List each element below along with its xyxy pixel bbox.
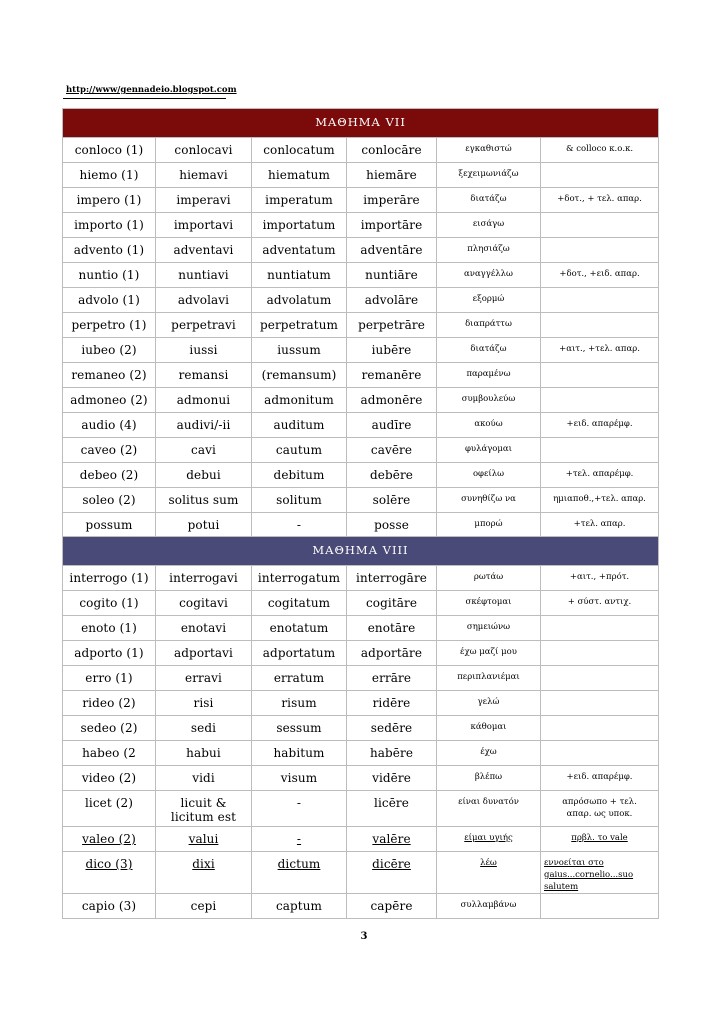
verb-present: perpetro (1)	[63, 313, 156, 338]
table-row	[63, 338, 659, 363]
verb-perfect: solitus sum	[156, 488, 252, 513]
table-row	[63, 138, 659, 163]
verb-infinitive: enotāre	[347, 616, 437, 641]
verb-present: habeo (2	[63, 741, 156, 766]
verb-perfect: conlocavi	[156, 138, 252, 163]
verb-perfect: importavi	[156, 213, 252, 238]
table-row	[63, 213, 659, 238]
verb-infinitive: cavēre	[347, 438, 437, 463]
verb-supine: -	[252, 513, 347, 538]
greek-meaning: έχω μαζί μου	[437, 641, 541, 666]
verb-supine: importatum	[252, 213, 347, 238]
verb-supine: solitum	[252, 488, 347, 513]
verb-perfect: enotavi	[156, 616, 252, 641]
table-row	[63, 691, 659, 716]
table-row	[63, 163, 659, 188]
verb-present: cogito (1)	[63, 591, 156, 616]
verb-supine: imperatum	[252, 188, 347, 213]
greek-meaning: γελώ	[437, 691, 541, 716]
verb-supine: habitum	[252, 741, 347, 766]
verb-present: interrogo (1)	[63, 566, 156, 591]
verb-infinitive: errāre	[347, 666, 437, 691]
verb-perfect: risi	[156, 691, 252, 716]
grammar-note	[541, 363, 659, 388]
verb-perfect: nuntiavi	[156, 263, 252, 288]
greek-meaning: παραμένω	[437, 363, 541, 388]
grammar-note	[541, 288, 659, 313]
greek-meaning: εγκαθιστώ	[437, 138, 541, 163]
grammar-note	[541, 438, 659, 463]
verb-supine: risum	[252, 691, 347, 716]
verb-supine: captum	[252, 894, 347, 919]
verb-present: nuntio (1)	[63, 263, 156, 288]
verb-present: remaneo (2)	[63, 363, 156, 388]
verb-perfect: cogitavi	[156, 591, 252, 616]
greek-meaning: σημειώνω	[437, 616, 541, 641]
grammar-note	[541, 163, 659, 188]
grammar-note	[541, 666, 659, 691]
table-row	[63, 188, 659, 213]
verb-infinitive: sedēre	[347, 716, 437, 741]
verb-infinitive: importāre	[347, 213, 437, 238]
verb-present: soleo (2)	[63, 488, 156, 513]
greek-meaning: ακούω	[437, 413, 541, 438]
greek-meaning: έχω	[437, 741, 541, 766]
verb-supine: perpetratum	[252, 313, 347, 338]
verb-infinitive: solēre	[347, 488, 437, 513]
verb-perfect: habui	[156, 741, 252, 766]
table-row	[63, 438, 659, 463]
verb-supine: nuntiatum	[252, 263, 347, 288]
greek-meaning: πλησιάζω	[437, 238, 541, 263]
verb-infinitive: iubēre	[347, 338, 437, 363]
grammar-note: +αιτ., +τελ. απαρ.	[541, 338, 659, 363]
verb-supine: interrogatum	[252, 566, 347, 591]
greek-meaning: εισάγω	[437, 213, 541, 238]
verb-supine: sessum	[252, 716, 347, 741]
verb-present: erro (1)	[63, 666, 156, 691]
greek-meaning: μπορώ	[437, 513, 541, 538]
verb-infinitive: conlocāre	[347, 138, 437, 163]
grammar-note: +δοτ., + τελ. απαρ.	[541, 188, 659, 213]
verb-infinitive: adportāre	[347, 641, 437, 666]
table-row	[63, 766, 659, 791]
verb-present: capio (3)	[63, 894, 156, 919]
greek-meaning: συλλαμβάνω	[437, 894, 541, 919]
table-row	[63, 413, 659, 438]
table-row	[63, 238, 659, 263]
verb-supine: debitum	[252, 463, 347, 488]
verb-infinitive: imperāre	[347, 188, 437, 213]
greek-meaning: διατάζω	[437, 188, 541, 213]
header-rule	[63, 98, 226, 99]
verb-perfect: dixi	[156, 852, 252, 894]
table-row	[63, 641, 659, 666]
verb-perfect: interrogavi	[156, 566, 252, 591]
verb-present: video (2)	[63, 766, 156, 791]
verb-present: valeo (2)	[63, 827, 156, 852]
verb-supine: advolatum	[252, 288, 347, 313]
table-row	[63, 666, 659, 691]
grammar-note: +ειδ. απαρέμφ.	[541, 413, 659, 438]
verb-supine: -	[252, 791, 347, 827]
verb-present: caveo (2)	[63, 438, 156, 463]
grammar-note: +αιτ., +πρότ.	[541, 566, 659, 591]
grammar-note	[541, 616, 659, 641]
greek-meaning: συνηθίζω να	[437, 488, 541, 513]
lesson-8-table	[62, 536, 659, 919]
verb-infinitive: valēre	[347, 827, 437, 852]
verb-supine: (remansum)	[252, 363, 347, 388]
verb-present: advento (1)	[63, 238, 156, 263]
grammar-note: + σύστ. αντιχ.	[541, 591, 659, 616]
table-row	[63, 363, 659, 388]
table-row	[63, 288, 659, 313]
verb-perfect: iussi	[156, 338, 252, 363]
verb-supine: adportatum	[252, 641, 347, 666]
grammar-note	[541, 894, 659, 919]
verb-supine: cautum	[252, 438, 347, 463]
verb-perfect: licuit & licitum est	[156, 791, 252, 827]
table-row	[63, 566, 659, 591]
lesson-8-header	[63, 537, 659, 566]
verb-infinitive: posse	[347, 513, 437, 538]
verb-supine: adventatum	[252, 238, 347, 263]
verb-present: licet (2)	[63, 791, 156, 827]
verb-infinitive: dicēre	[347, 852, 437, 894]
verb-perfect: sedi	[156, 716, 252, 741]
verb-present: audio (4)	[63, 413, 156, 438]
verb-perfect: potui	[156, 513, 252, 538]
verb-present: advolo (1)	[63, 288, 156, 313]
verb-present: debeo (2)	[63, 463, 156, 488]
table-row	[63, 388, 659, 413]
verb-present: dico (3)	[63, 852, 156, 894]
verb-perfect: hiemavi	[156, 163, 252, 188]
grammar-note: +ειδ. απαρέμφ.	[541, 766, 659, 791]
table-row	[63, 591, 659, 616]
greek-meaning: ρωτάω	[437, 566, 541, 591]
verb-infinitive: vidēre	[347, 766, 437, 791]
table-row	[63, 827, 659, 852]
table-row	[63, 791, 659, 827]
verb-supine: erratum	[252, 666, 347, 691]
verb-infinitive: perpetrāre	[347, 313, 437, 338]
greek-meaning: συμβουλεύω	[437, 388, 541, 413]
verb-supine: -	[252, 827, 347, 852]
verb-perfect: debui	[156, 463, 252, 488]
greek-meaning: είμαι υγιής	[437, 827, 541, 852]
verb-infinitive: cogitāre	[347, 591, 437, 616]
verb-present: conloco (1)	[63, 138, 156, 163]
lesson-8-title: ΜΑΘΗΜΑ VIII	[63, 537, 659, 566]
table-row	[63, 852, 659, 894]
page-number: 3	[360, 931, 368, 942]
greek-meaning: εξορμώ	[437, 288, 541, 313]
verb-perfect: remansi	[156, 363, 252, 388]
verb-supine: dictum	[252, 852, 347, 894]
table-row	[63, 488, 659, 513]
verb-infinitive: adventāre	[347, 238, 437, 263]
verb-supine: enotatum	[252, 616, 347, 641]
grammar-note: +τελ. απαρέμφ.	[541, 463, 659, 488]
verb-infinitive: remanēre	[347, 363, 437, 388]
greek-meaning: περιπλανιέμαι	[437, 666, 541, 691]
greek-meaning: οφείλω	[437, 463, 541, 488]
greek-meaning: φυλάγομαι	[437, 438, 541, 463]
table-row	[63, 263, 659, 288]
table-row	[63, 313, 659, 338]
verb-perfect: cavi	[156, 438, 252, 463]
verb-perfect: imperavi	[156, 188, 252, 213]
verb-present: hiemo (1)	[63, 163, 156, 188]
grammar-note	[541, 741, 659, 766]
table-row	[63, 463, 659, 488]
greek-meaning: είναι δυνατόν	[437, 791, 541, 827]
verb-present: enoto (1)	[63, 616, 156, 641]
verb-supine: visum	[252, 766, 347, 791]
grammar-note: πρβλ. το vale	[541, 827, 659, 852]
verb-perfect: audivi/-ii	[156, 413, 252, 438]
verb-infinitive: ridēre	[347, 691, 437, 716]
verb-supine: conlocatum	[252, 138, 347, 163]
greek-meaning: κάθομαι	[437, 716, 541, 741]
grammar-note: εννοείται στο gaius...cornelio...suo salutem	[541, 852, 659, 894]
table-row	[63, 894, 659, 919]
verb-supine: auditum	[252, 413, 347, 438]
grammar-note: απρόσωπο + τελ. απαρ. ως υποκ.	[541, 791, 659, 827]
grammar-note	[541, 641, 659, 666]
grammar-note	[541, 238, 659, 263]
verb-infinitive: debēre	[347, 463, 437, 488]
verb-infinitive: interrogāre	[347, 566, 437, 591]
verb-perfect: valui	[156, 827, 252, 852]
grammar-note	[541, 716, 659, 741]
verb-supine: cogitatum	[252, 591, 347, 616]
greek-meaning: αναγγέλλω	[437, 263, 541, 288]
table-row	[63, 616, 659, 641]
greek-meaning: βλέπω	[437, 766, 541, 791]
grammar-note	[541, 691, 659, 716]
lesson-7-header	[63, 109, 659, 138]
grammar-note	[541, 213, 659, 238]
grammar-note: +δοτ., +ειδ. απαρ.	[541, 263, 659, 288]
verb-present: adporto (1)	[63, 641, 156, 666]
grammar-note	[541, 388, 659, 413]
table-row	[63, 741, 659, 766]
verb-perfect: vidi	[156, 766, 252, 791]
greek-meaning: λέω	[437, 852, 541, 894]
verb-infinitive: nuntiāre	[347, 263, 437, 288]
greek-meaning: σκέφτομαι	[437, 591, 541, 616]
greek-meaning: διατάζω	[437, 338, 541, 363]
verb-perfect: advolavi	[156, 288, 252, 313]
table-row	[63, 716, 659, 741]
lesson-7-title: ΜΑΘΗΜΑ VII	[63, 109, 659, 138]
verb-infinitive: capēre	[347, 894, 437, 919]
verb-present: iubeo (2)	[63, 338, 156, 363]
verb-present: importo (1)	[63, 213, 156, 238]
verb-supine: admonitum	[252, 388, 347, 413]
website-link[interactable]: http://www/gennadeio.blogspot.com	[66, 85, 237, 95]
grammar-note: & colloco κ.ο.κ.	[541, 138, 659, 163]
verb-present: rideo (2)	[63, 691, 156, 716]
verb-present: admoneo (2)	[63, 388, 156, 413]
verb-perfect: perpetravi	[156, 313, 252, 338]
verb-infinitive: admonēre	[347, 388, 437, 413]
greek-meaning: διαπράττω	[437, 313, 541, 338]
grammar-note: ημιαποθ.,+τελ. απαρ.	[541, 488, 659, 513]
lesson-7-table	[62, 108, 659, 538]
grammar-note: +τελ. απαρ.	[541, 513, 659, 538]
verb-supine: hiematum	[252, 163, 347, 188]
verb-present: possum	[63, 513, 156, 538]
greek-meaning: ξεχειμωνιάζω	[437, 163, 541, 188]
verb-perfect: adportavi	[156, 641, 252, 666]
verb-infinitive: audīre	[347, 413, 437, 438]
verb-perfect: admonui	[156, 388, 252, 413]
verb-infinitive: licēre	[347, 791, 437, 827]
verb-infinitive: habēre	[347, 741, 437, 766]
table-row	[63, 513, 659, 538]
grammar-note	[541, 313, 659, 338]
verb-infinitive: advolāre	[347, 288, 437, 313]
verb-perfect: adventavi	[156, 238, 252, 263]
verb-supine: iussum	[252, 338, 347, 363]
verb-present: impero (1)	[63, 188, 156, 213]
verb-present: sedeo (2)	[63, 716, 156, 741]
verb-infinitive: hiemāre	[347, 163, 437, 188]
verb-perfect: erravi	[156, 666, 252, 691]
verb-perfect: cepi	[156, 894, 252, 919]
